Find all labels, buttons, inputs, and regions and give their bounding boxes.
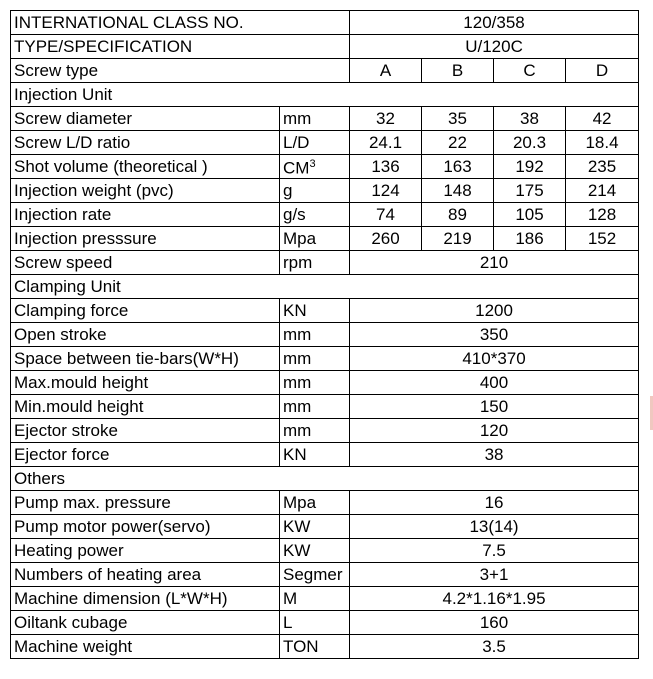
value-cell: 38 bbox=[494, 107, 566, 131]
row-unit bbox=[280, 155, 350, 179]
row-label: Space between tie-bars(W*H) bbox=[11, 347, 280, 371]
table-row bbox=[11, 59, 639, 83]
value-cell: 32 bbox=[350, 107, 422, 131]
row-label: Min.mould height bbox=[11, 395, 280, 419]
table-row bbox=[11, 107, 639, 131]
row-label: INTERNATIONAL CLASS NO. bbox=[11, 11, 350, 35]
unit-text: mm bbox=[283, 397, 312, 416]
section-header-row bbox=[11, 275, 639, 299]
row-label: Max.mould height bbox=[11, 371, 280, 395]
row-unit bbox=[280, 443, 350, 467]
value-cell: 214 bbox=[566, 179, 639, 203]
value-cell: 35 bbox=[422, 107, 494, 131]
unit-text: KW bbox=[283, 517, 311, 536]
row-unit bbox=[280, 371, 350, 395]
unit-text: KN bbox=[283, 445, 307, 464]
unit-text: KN bbox=[283, 301, 307, 320]
table-row bbox=[11, 419, 639, 443]
value-cell: 175 bbox=[494, 179, 566, 203]
row-label: Injection presssure bbox=[11, 227, 280, 251]
row-unit bbox=[280, 323, 350, 347]
row-label: Open stroke bbox=[11, 323, 280, 347]
section-header-row bbox=[11, 467, 639, 491]
value-cell: 136 bbox=[350, 155, 422, 179]
row-unit bbox=[280, 563, 350, 587]
table-row bbox=[11, 395, 639, 419]
value-cell: 186 bbox=[494, 227, 566, 251]
value-cell: 235 bbox=[566, 155, 639, 179]
value-cell: 152 bbox=[566, 227, 639, 251]
unit-superscript: 3 bbox=[309, 158, 316, 171]
value-cell: 16 bbox=[350, 491, 639, 515]
specification-table bbox=[10, 10, 639, 659]
row-unit bbox=[280, 587, 350, 611]
value-cell: 124 bbox=[350, 179, 422, 203]
row-label: Ejector force bbox=[11, 443, 280, 467]
row-unit bbox=[280, 227, 350, 251]
value-cell: 150 bbox=[350, 395, 639, 419]
row-label: Injection rate bbox=[11, 203, 280, 227]
row-label: Screw diameter bbox=[11, 107, 280, 131]
value-cell: 163 bbox=[422, 155, 494, 179]
value-cell: 18.4 bbox=[566, 131, 639, 155]
row-unit bbox=[280, 515, 350, 539]
value-cell: 1200 bbox=[350, 299, 639, 323]
table-row bbox=[11, 11, 639, 35]
value-cell: 120 bbox=[350, 419, 639, 443]
unit-text: Mpa bbox=[283, 229, 317, 248]
table-row bbox=[11, 347, 639, 371]
row-label: TYPE/SPECIFICATION bbox=[11, 35, 350, 59]
unit-text: TON bbox=[283, 637, 319, 656]
table-row bbox=[11, 611, 639, 635]
row-unit bbox=[280, 107, 350, 131]
row-label: Numbers of heating area bbox=[11, 563, 280, 587]
value-cell: 13(14) bbox=[350, 515, 639, 539]
table-row bbox=[11, 323, 639, 347]
row-unit bbox=[280, 203, 350, 227]
table-row bbox=[11, 539, 639, 563]
row-label: Machine dimension (L*W*H) bbox=[11, 587, 280, 611]
value-cell: 4.2*1.16*1.95 bbox=[350, 587, 639, 611]
row-label: Injection weight (pvc) bbox=[11, 179, 280, 203]
row-unit bbox=[280, 491, 350, 515]
value-cell: U/120C bbox=[350, 35, 639, 59]
row-label: Pump motor power(servo) bbox=[11, 515, 280, 539]
table-row bbox=[11, 155, 639, 179]
row-label: Pump max. pressure bbox=[11, 491, 280, 515]
value-cell: B bbox=[422, 59, 494, 83]
value-cell: 7.5 bbox=[350, 539, 639, 563]
value-cell: 120/358 bbox=[350, 11, 639, 35]
row-unit bbox=[280, 251, 350, 275]
value-cell: 148 bbox=[422, 179, 494, 203]
row-label: Screw speed bbox=[11, 251, 280, 275]
value-cell: 20.3 bbox=[494, 131, 566, 155]
unit-text: Segmer bbox=[283, 565, 343, 584]
row-label: Ejector stroke bbox=[11, 419, 280, 443]
table-row bbox=[11, 299, 639, 323]
row-unit bbox=[280, 635, 350, 659]
row-label: Screw L/D ratio bbox=[11, 131, 280, 155]
unit-text: rpm bbox=[283, 253, 313, 272]
row-unit bbox=[280, 419, 350, 443]
value-cell: 210 bbox=[350, 251, 639, 275]
value-cell: 38 bbox=[350, 443, 639, 467]
unit-text: mm bbox=[283, 349, 312, 368]
unit-text: CM bbox=[283, 158, 310, 178]
unit-text: KW bbox=[283, 541, 311, 560]
value-cell: 42 bbox=[566, 107, 639, 131]
value-cell: 160 bbox=[350, 611, 639, 635]
row-label: Screw type bbox=[11, 59, 350, 83]
unit-text: g bbox=[283, 181, 293, 200]
row-unit bbox=[280, 611, 350, 635]
row-label: Oiltank cubage bbox=[11, 611, 280, 635]
row-unit bbox=[280, 131, 350, 155]
value-cell: 400 bbox=[350, 371, 639, 395]
section-title: Injection Unit bbox=[11, 83, 639, 107]
value-cell: 3+1 bbox=[350, 563, 639, 587]
value-cell: 22 bbox=[422, 131, 494, 155]
unit-text: L/D bbox=[283, 133, 310, 152]
value-cell: 128 bbox=[566, 203, 639, 227]
row-label: Clamping force bbox=[11, 299, 280, 323]
value-cell: 89 bbox=[422, 203, 494, 227]
value-cell: A bbox=[350, 59, 422, 83]
row-label: Heating power bbox=[11, 539, 280, 563]
value-cell: 350 bbox=[350, 323, 639, 347]
row-unit bbox=[280, 347, 350, 371]
unit-text: g/s bbox=[283, 205, 306, 224]
table-row bbox=[11, 587, 639, 611]
table-row bbox=[11, 443, 639, 467]
table-row bbox=[11, 563, 639, 587]
row-unit bbox=[280, 539, 350, 563]
row-unit bbox=[280, 299, 350, 323]
table-row bbox=[11, 179, 639, 203]
unit-text: M bbox=[283, 589, 298, 608]
value-cell: 3.5 bbox=[350, 635, 639, 659]
value-cell: 410*370 bbox=[350, 347, 639, 371]
unit-text: mm bbox=[283, 325, 312, 344]
unit-text: mm bbox=[283, 421, 312, 440]
value-cell: 260 bbox=[350, 227, 422, 251]
table-row bbox=[11, 251, 639, 275]
row-unit bbox=[280, 179, 350, 203]
value-cell: 192 bbox=[494, 155, 566, 179]
row-label: Machine weight bbox=[11, 635, 280, 659]
table-row bbox=[11, 635, 639, 659]
table-row bbox=[11, 227, 639, 251]
value-cell: 219 bbox=[422, 227, 494, 251]
row-unit bbox=[280, 395, 350, 419]
table-row bbox=[11, 131, 639, 155]
section-title: Clamping Unit bbox=[11, 275, 639, 299]
table-row bbox=[11, 203, 639, 227]
table-row bbox=[11, 515, 639, 539]
unit-text: mm bbox=[283, 109, 312, 128]
row-label: Shot volume (theoretical ) bbox=[11, 155, 280, 179]
value-cell: D bbox=[566, 59, 639, 83]
value-cell: 74 bbox=[350, 203, 422, 227]
value-cell: 24.1 bbox=[350, 131, 422, 155]
unit-text: L bbox=[283, 613, 293, 632]
section-header-row bbox=[11, 83, 639, 107]
value-cell: 105 bbox=[494, 203, 566, 227]
value-cell: C bbox=[494, 59, 566, 83]
section-title: Others bbox=[11, 467, 639, 491]
table-row bbox=[11, 371, 639, 395]
unit-text: Mpa bbox=[283, 493, 317, 512]
table-row bbox=[11, 35, 639, 59]
table-row bbox=[11, 491, 639, 515]
unit-text: mm bbox=[283, 373, 312, 392]
